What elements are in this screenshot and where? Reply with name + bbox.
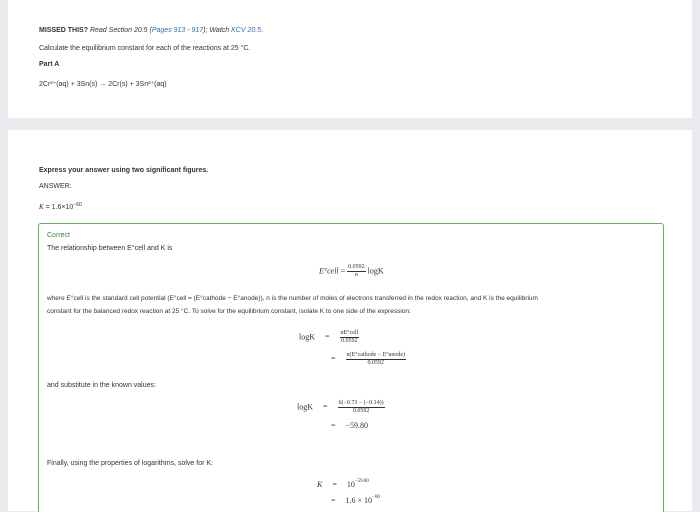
step5-base: 10 bbox=[346, 480, 355, 489]
where-line-1: where E°cell is the standard cell potential (E°cell = (E°cathode − E°anode)), n is the number of moles of electrons transferred in the redox reaction, and K is the equilibrium bbox=[47, 295, 538, 302]
formula-lhs: E°cell bbox=[319, 266, 339, 276]
correct-feedback-box bbox=[38, 223, 664, 512]
formula-num: 0.0592 bbox=[348, 264, 365, 270]
step6: = $1.6 \times 10^{-60}$ bbox=[331, 495, 380, 505]
missed-this-line bbox=[39, 27, 263, 34]
correct-title: Correct bbox=[47, 232, 70, 239]
step6-value: 1.6 × 10 bbox=[345, 496, 373, 505]
formula-tail: logK bbox=[367, 266, 384, 276]
answer-exponent: −60 bbox=[73, 202, 82, 208]
express-instruction: Express your answer using two significant figures. bbox=[39, 167, 209, 174]
step2-den: 0.0592 bbox=[367, 360, 385, 366]
step2: = $\frac{\text{n(E°cathode − E°anode)}}{0.0592}$ bbox=[331, 352, 406, 366]
step5: $K = 10^{-59.80}$ bbox=[317, 479, 369, 489]
step3-fraction bbox=[338, 400, 385, 415]
step3: logK = $\frac{6(-0.73 - (-0.14))}{0.0592}$ bbox=[297, 400, 384, 414]
relation-text: The relationship between E°cell and K is bbox=[47, 245, 173, 252]
step3-lhs: logK bbox=[297, 402, 313, 412]
missed-this-label: MISSED THIS? bbox=[39, 27, 89, 34]
answer-eq: = bbox=[45, 204, 50, 211]
step1-num: nE°cell bbox=[340, 330, 359, 336]
step4-value: −59.80 bbox=[345, 421, 369, 430]
substitute-text: and substitute in the known values: bbox=[47, 382, 156, 389]
step5-lhs: K bbox=[317, 480, 323, 489]
step1-lhs: logK bbox=[299, 332, 315, 342]
step3-num: 6(−0.73 − (−0.14)) bbox=[338, 400, 384, 406]
problem-header-card bbox=[8, 0, 692, 118]
read-section-text: Read Section 20.5 ( bbox=[89, 27, 152, 34]
step2-fraction bbox=[346, 352, 407, 367]
step4: = −59.80 bbox=[331, 421, 369, 430]
pages-link[interactable]: Pages 913 - 917 bbox=[151, 27, 204, 34]
step2-num: n(E°cathode − E°anode) bbox=[346, 352, 406, 358]
finally-text: Finally, using the properties of logarithms, solve for K: bbox=[47, 460, 214, 467]
step1-fraction bbox=[340, 330, 360, 345]
formula-main: E°cell = $\frac{0.0592}{n}$ logK bbox=[319, 264, 384, 278]
answer-value bbox=[39, 203, 82, 211]
answer-label: ANSWER: bbox=[39, 183, 72, 190]
period-text: . bbox=[261, 27, 264, 34]
answer-var: K bbox=[39, 203, 44, 211]
part-label: Part A bbox=[39, 61, 60, 68]
reaction-equation: 2Cr³⁺(aq) + 3Sn(s) → 2Cr(s) + 3Sn²⁺(aq) bbox=[39, 81, 167, 88]
instruction-text: Calculate the equilibrium constant for each of the reactions at 25 °C. bbox=[39, 45, 251, 52]
kcv-link[interactable]: KCV 20.5 bbox=[231, 27, 262, 34]
answer-mantissa: 1.6×10 bbox=[51, 204, 74, 211]
step3-den: 0.0592 bbox=[352, 408, 370, 414]
where-line-2: constant for the balanced redox reaction at 25 °C. To solve for the equilibrium constant, isolate K to one side of the expression: bbox=[47, 308, 411, 315]
watch-text: ); Watch bbox=[203, 27, 230, 34]
formula-fraction bbox=[347, 264, 366, 279]
step5-exp: −59.80 bbox=[354, 479, 369, 484]
step1: logK = $\frac{\text{nE°cell}}{0.0592}$ bbox=[299, 330, 359, 344]
formula-den: n bbox=[354, 272, 358, 278]
step1-den: 0.0592 bbox=[341, 338, 358, 344]
step6-exp: −60 bbox=[372, 495, 380, 500]
